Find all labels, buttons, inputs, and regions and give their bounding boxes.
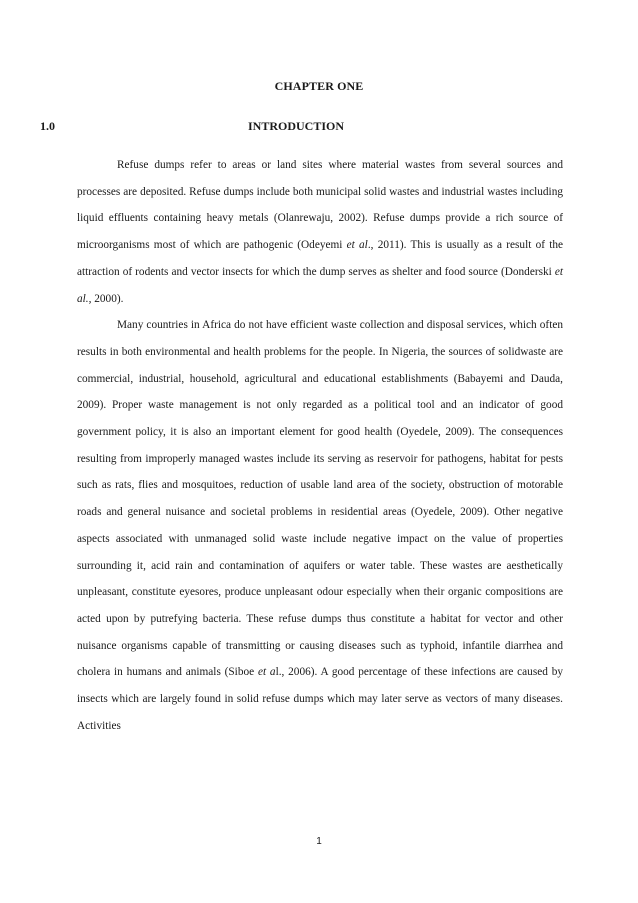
page-number: 1 [316, 836, 322, 847]
section-title: INTRODUCTION [248, 119, 345, 133]
section-number: 1.0 [40, 119, 55, 133]
paragraph-2 [77, 312, 563, 739]
paragraph-1 [77, 152, 563, 312]
citation-italic: et al., [77, 265, 563, 305]
text-run: Refuse dumps refer to areas or land sites where material wastes from several sources and processes are deposited. Refuse dumps include both municipal solid wastes and industrial wastes including liquid effluents containing heavy metals (Olanrewaju, 2002). Refuse dumps provide a rich source of microorganisms most of which are pathogenic (Odeyemi [77, 159, 563, 252]
citation-italic: et al [346, 239, 368, 252]
text-run: l., 2006). A good percentage of these infections are caused by insects which are largely found in solid refuse dumps which may later serve as vectors of many diseases. Activities [77, 666, 563, 732]
text-run: ., 2011). This is usually as a result of the attraction of rodents and vector insects for which the dump serves as shelter and food source (Donderski [77, 239, 564, 278]
body-text [77, 152, 563, 739]
text-run: 2000). [91, 292, 124, 305]
chapter-title: CHAPTER ONE [274, 79, 364, 93]
text-run: Many countries in Africa do not have efficient waste collection and disposal services, which often results in both environmental and health problems for the people. In Nigeria, the sources of solidwaste are commercial, industrial, household, agricultural and educational establishments (Babayemi and Dauda, 2009). Proper waste management is not only regarded as a political tool and an indicator of good government policy, it is also an important element for good health (Oyedele, 2009). The consequences resulting from improperly managed wastes include its serving as reservoir for pathogens, habitat for pests such as rats, flies and mosquitoes, reduction of usable land area of the society, obstruction of motorable roads and general nuisance and societal problems in residential areas (Oyedele, 2009). Other negative aspects associated with unmanaged solid waste include negative impact on the value of properties surrounding it, acid rain and contamination of aquifers or water table. These wastes are aesthetically unpleasant, constitute eyesores, produce unpleasant odour especially when their organic compositions are acted upon by putrefying bacteria. These refuse dumps thus constitute a habitat for vector and other nuisance organisms capable of transmitting or causing diseases such as typhoid, infantile diarrhea and cholera in humans and animals (Siboe [77, 319, 563, 679]
citation-italic: et a [257, 666, 276, 679]
